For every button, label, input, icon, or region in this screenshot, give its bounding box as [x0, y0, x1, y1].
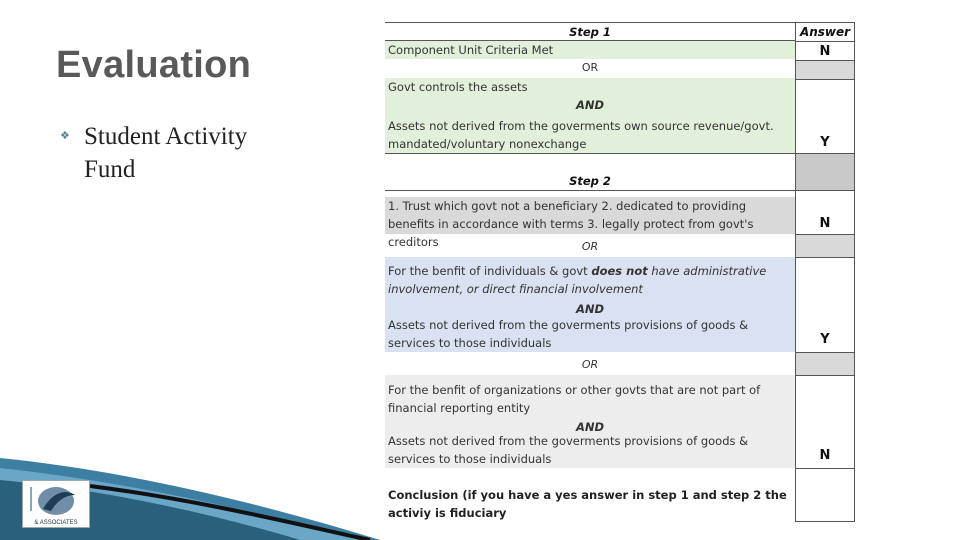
or-separator-3: OR [581, 358, 599, 371]
fiduciary-evaluation-table [385, 22, 855, 522]
row-benefit-individuals [388, 262, 792, 298]
logo-mark-icon [23, 481, 89, 519]
bullet-icon: ❖ [60, 129, 70, 142]
step2-header: Step 2 [569, 174, 611, 188]
slide-title: Evaluation [56, 44, 252, 86]
and-separator-1: AND [575, 98, 605, 112]
row-component-unit: Component Unit Criteria Met [385, 41, 795, 59]
row-benefit-organizations: For the benfit of organizations or other govts that are not part of financial reporting entity [388, 383, 761, 415]
and-separator-2: AND [575, 302, 605, 316]
row-trust: 1. Trust which govt not a beneficiary 2. dedicated to providing benefits in accordance with terms 3. legally protect from govt's creditors [385, 197, 795, 234]
row-assets-not-derived-1: Assets not derived from the goverments own source revenue/govt. mandated/voluntary nonexchange [388, 119, 774, 151]
or-separator-2: OR [581, 240, 599, 253]
logo-text: & ASSOCIATES [34, 520, 78, 526]
answer-individuals: Y [795, 258, 855, 352]
answer-gray-spacer-3 [795, 235, 855, 257]
row-benefit-individuals-text-a: For the benfit of individuals & govt [388, 264, 592, 278]
row-govt-controls: Govt controls the assets [388, 80, 528, 94]
row-benefit-individuals-text-b: does not [591, 264, 648, 278]
company-logo [22, 480, 90, 528]
or-separator-1: OR [581, 61, 599, 74]
answer-conclusion [795, 469, 855, 522]
answer-component-unit: N [795, 41, 855, 60]
row-benefit-individuals-text-c: have administrative involvement, or direct financial involvement [388, 264, 767, 296]
answer-organizations: N [795, 376, 855, 468]
answer-header: Answer [795, 22, 855, 41]
answer-gray-spacer-1 [795, 60, 855, 79]
bullet-student-activity-fund: Student Activity Fund [84, 123, 248, 183]
row-assets-not-derived-3: Assets not derived from the goverments provisions of goods & services to those individuals [388, 434, 749, 466]
answer-gray-spacer-4 [795, 353, 855, 375]
row-assets-not-derived-2: Assets not derived from the goverments provisions of goods & services to those individuals [388, 318, 749, 350]
answer-trust: N [795, 191, 855, 234]
answer-gray-spacer-2 [795, 154, 855, 190]
conclusion-text: Conclusion (if you have a yes answer in step 1 and step 2 the activiy is fiduciary [388, 488, 787, 520]
and-separator-3: AND [575, 420, 605, 434]
step1-header: Step 1 [569, 25, 611, 39]
answer-step1: Y [795, 79, 855, 154]
